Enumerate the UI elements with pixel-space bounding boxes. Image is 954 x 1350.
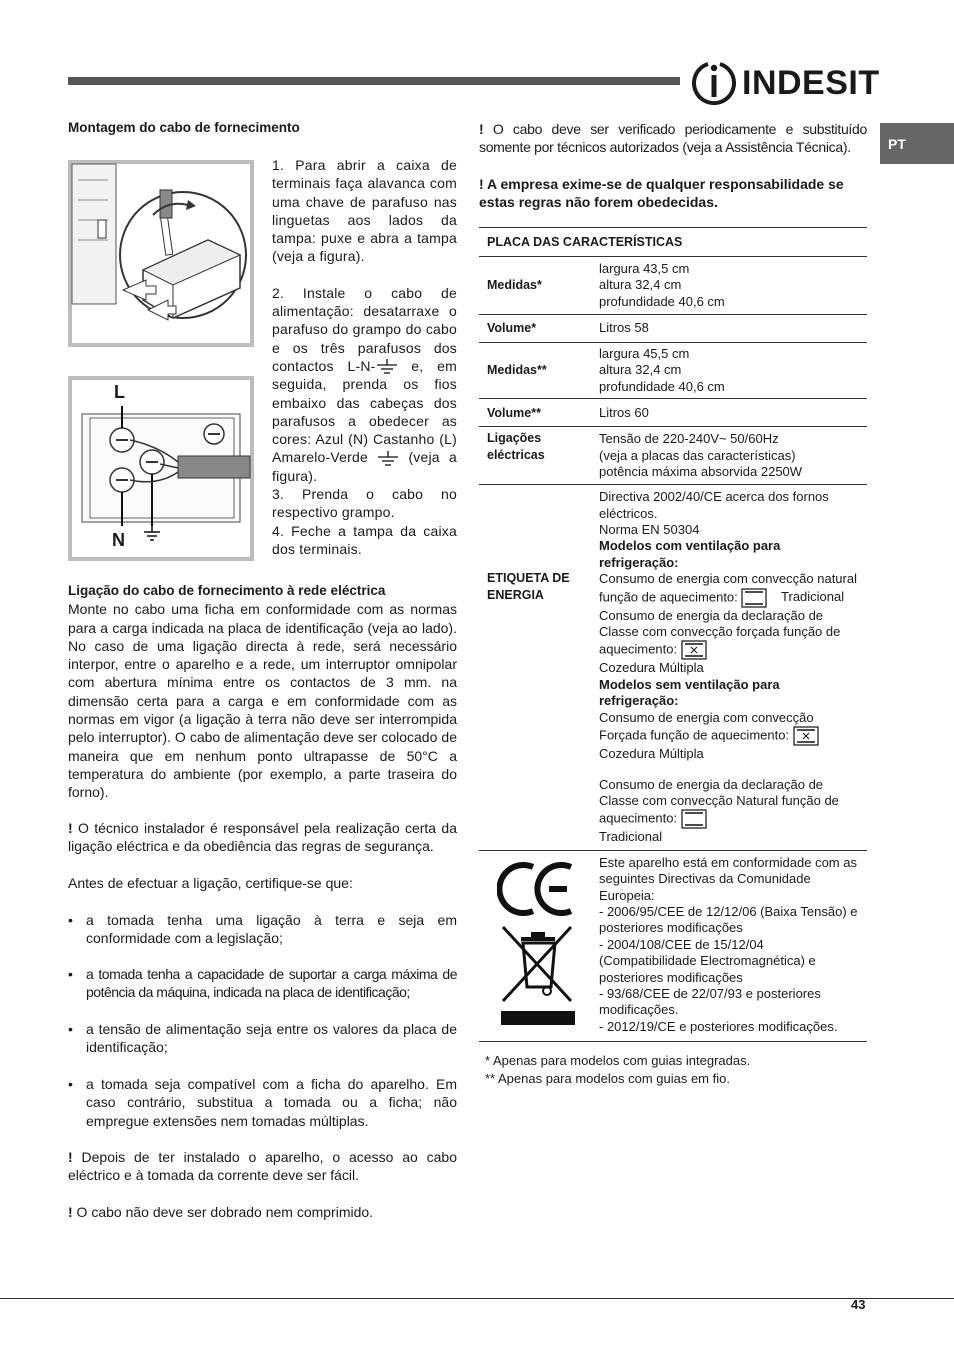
row-label: ETIQUETA DE ENERGIA (479, 485, 589, 851)
figure-label-n: N (112, 530, 125, 550)
row-label: Volume** (479, 399, 589, 427)
value-line: altura 32,4 cm (599, 277, 682, 293)
traditional-heating-icon (741, 588, 767, 608)
value-line: profundidade 40,6 cm (599, 293, 725, 309)
footnote: ** Apenas para modelos com guias em fio. (485, 1070, 730, 1086)
list-item: • a tensão de alimentação seja entre os valores da placa de identificação; (68, 1021, 457, 1056)
value-line: Tensão de 220-240V~ 50/60Hz (599, 431, 779, 447)
value-heading: Modelos com ventilação para refrigeração: (599, 538, 781, 570)
row-value (589, 427, 867, 485)
row-value: Litros 60 (589, 399, 867, 427)
warning-cable (68, 1203, 457, 1221)
row-value (589, 485, 867, 851)
list-item-text: a tomada tenha a capacidade de suportar a carga máxima de potência da máquina, indicada na placa de identificação; (86, 966, 457, 1001)
list-item-text: a tomada seja compatível com a ficha do aparelho. Em caso contrário, substitua a tomada ou a ficha; não empregue extensões nem tomadas múltiplas. (86, 1076, 457, 1129)
value-line (599, 710, 859, 763)
installation-steps (272, 156, 457, 558)
row-label: Volume* (479, 315, 589, 343)
section1-title: Montagem do cabo de fornecimento (68, 120, 300, 135)
warning-access-text: Depois de ter instalado o aparelho, o acesso ao cabo eléctrico e à tomada da corrente deve ser fácil. (68, 1149, 457, 1184)
warning-installer-text: O técnico instalador é responsável pela realização certa da ligação eléctrica e da obediência das regras de segurança. (68, 820, 457, 855)
value-line: (veja a placas das características) (599, 447, 796, 463)
step-1: 1. Para abrir a caixa de terminais faça alavanca com uma chave de parafuso nas linguetas aos lados da tampa: puxe e abra a tampa (veja a figura). (272, 157, 457, 265)
value-line: largura 43,5 cm (599, 260, 690, 276)
list-item: • a tomada tenha a capacidade de suportar a carga máxima de potência da máquina, indicada na placa de identificação; (68, 966, 457, 1001)
row-label: Medidas* (479, 257, 589, 315)
multi-cooking-icon (793, 726, 819, 746)
value-text: Consumo de energia com convecção natural função de aquecimento: (599, 571, 857, 605)
table-row (479, 343, 867, 399)
section2-body: Monte no cabo uma ficha em conformidade com as normas para a carga indicada na placa de identificação (veja ao lado). No caso de uma ligação directa à rede, será necessário interpor, entre o aparelho e a rede, um interruptor omnipolar com abertura mínima entre os contactos de 3 mm. na dimensão certa para a carga e em conformidade com as normas em vigor (a ligação à terra não deve ser interrompida pelo interruptor). O cabo de alimentação deve ser colocado de maneira que em nenhum ponto ultrapasse de 50°C a temperatura do ambiente (por exemplo, a parte traseira do forno). (68, 601, 457, 801)
brand-name: INDESIT (742, 63, 880, 102)
value-line: profundidade 40,6 cm (599, 378, 725, 394)
warning-installer (68, 819, 457, 856)
warning-mark: ! (68, 1204, 73, 1220)
right-column (479, 120, 867, 211)
step-3: 3. Prenda o cabo no respectivo grampo. (272, 486, 457, 521)
section2 (68, 582, 457, 802)
value-line (599, 571, 859, 607)
characteristics-table (479, 227, 867, 1042)
step-2-part-b: e, em seguida, prenda os fios embaixo das cabeças dos parafusos a obedecer as cores: Azul (N) Castanho (L) Amarelo-Verde (272, 357, 457, 466)
value-text: Consumo de energia da declaração de Classe com convecção forçada função de aquecimento: (599, 607, 841, 657)
warning-mark: ! (479, 175, 484, 192)
value-text: Consumo de energia da declaração de Classe com convecção Natural função de aquecimento: (599, 776, 839, 826)
compliance-text: Este aparelho está em conformidade com as seguintes Directivas da Comunidade Europeia: - 2006/95/CEE de 12/12/06 (Baixa Tensão) e posteriores modificações - 2004/108/CEE de 15/12/04 (Compatibilidade Electromagnética) e posteriores modificações - 93/68/CEE de 22/07/93 e posteriores modificações. - 2012/19/CE e posteriores modificações. (589, 850, 867, 1041)
logo-mark-icon (692, 58, 736, 108)
row-label: Medidas** (479, 343, 589, 399)
row-value (589, 257, 867, 315)
warning-access (68, 1148, 457, 1185)
value-line: Norma EN 50304 (599, 522, 700, 538)
earth-ground-icon (376, 359, 398, 375)
row-label: Ligações eléctricas (479, 427, 589, 485)
warning-mark: ! (68, 820, 73, 836)
step-2 (272, 284, 457, 485)
table-row (479, 427, 867, 485)
terminal-wiring-figure (68, 376, 254, 561)
step-2-part-c: (veja a figura). (272, 449, 457, 484)
value-line (599, 777, 859, 830)
value-line: Tradicional (599, 829, 663, 845)
warning-liability-text: A empresa exime-se de qualquer responsabilidade se estas regras não forem obedecidas. (479, 175, 844, 210)
traditional-heating-icon (681, 809, 707, 829)
footnote: * Apenas para modelos com guias integradas. (485, 1053, 751, 1068)
table-title: PLACA DAS CARACTERÍSTICAS (479, 228, 867, 257)
list-item-text: a tomada tenha uma ligação à terra e seja em conformidade com a legislação; (86, 912, 457, 947)
row-value: Litros 58 (589, 315, 867, 343)
value-line: altura 32,4 cm (599, 362, 682, 378)
warning-mark: ! (479, 121, 484, 137)
value-line: Directiva 2002/40/CE acerca dos fornos eléctricos. (599, 489, 829, 521)
indesit-logo (692, 58, 880, 108)
value-line (599, 608, 859, 661)
weee-bin-icon (497, 923, 577, 1027)
value-text: Cozedura Múltipla (599, 746, 704, 762)
row-value (589, 343, 867, 399)
warning-check-cable (479, 120, 867, 157)
warning-mark: ! (68, 1149, 73, 1165)
value-line: largura 45,5 cm (599, 346, 690, 361)
warning-check-cable-text: O cabo deve ser verificado periodicamente e substituído somente por técnicos autorizados (veja a Assistência Técnica). (479, 121, 867, 156)
multi-cooking-icon (681, 640, 707, 660)
value-heading: Modelos sem ventilação para refrigeração: (599, 676, 780, 709)
table-row (479, 399, 867, 427)
table-row (479, 315, 867, 343)
warning-cable-text: O cabo não deve ser dobrado nem comprimido. (72, 1204, 374, 1220)
terminal-box-figure (68, 160, 254, 347)
value-line: potência máxima absorvida 2250W (599, 463, 803, 479)
list-item-text: a tensão de alimentação seja entre os valores da placa de identificação; (86, 1021, 457, 1056)
value-text: Tradicional (781, 589, 845, 605)
list-item: • a tomada tenha uma ligação à terra e seja em conformidade com a legislação; (68, 912, 457, 947)
before-connection-text: Antes de efectuar a ligação, certifique-se que: (68, 875, 353, 891)
value-line: Cozedura Múltipla (599, 660, 704, 676)
list-item: • a tomada seja compatível com a ficha do aparelho. Em caso contrário, substitua a tomada ou a ficha; não empregue extensões nem tomadas múltiplas. (68, 1076, 457, 1129)
table-row (479, 257, 867, 315)
section2-title: Ligação do cabo de fornecimento à rede eléctrica (68, 583, 386, 598)
ce-mark-icon (497, 859, 577, 919)
earth-ground-icon (377, 451, 399, 467)
table-row-energy-label (479, 485, 867, 851)
header-bar (68, 77, 680, 85)
warning-liability (479, 175, 867, 212)
page-number: 43 (851, 1297, 866, 1312)
table-header-row (479, 228, 867, 257)
compliance-marks (479, 850, 589, 1041)
table-row-compliance (479, 850, 867, 1041)
value-text: Consumo de energia com convecção Forçada função de aquecimento: (599, 709, 814, 743)
footer-rule (0, 1298, 954, 1299)
language-tab: PT (880, 123, 954, 164)
step-4: 4. Feche a tampa da caixa dos terminais. (272, 522, 457, 557)
step-2-part-a: 2. Instale o cabo de alimentação: desatarraxe o parafuso do grampo do cabo e os três parafusos dos contactos L-N- (272, 284, 457, 374)
footnotes (485, 1052, 750, 1087)
figure-label-l: L (114, 382, 125, 402)
